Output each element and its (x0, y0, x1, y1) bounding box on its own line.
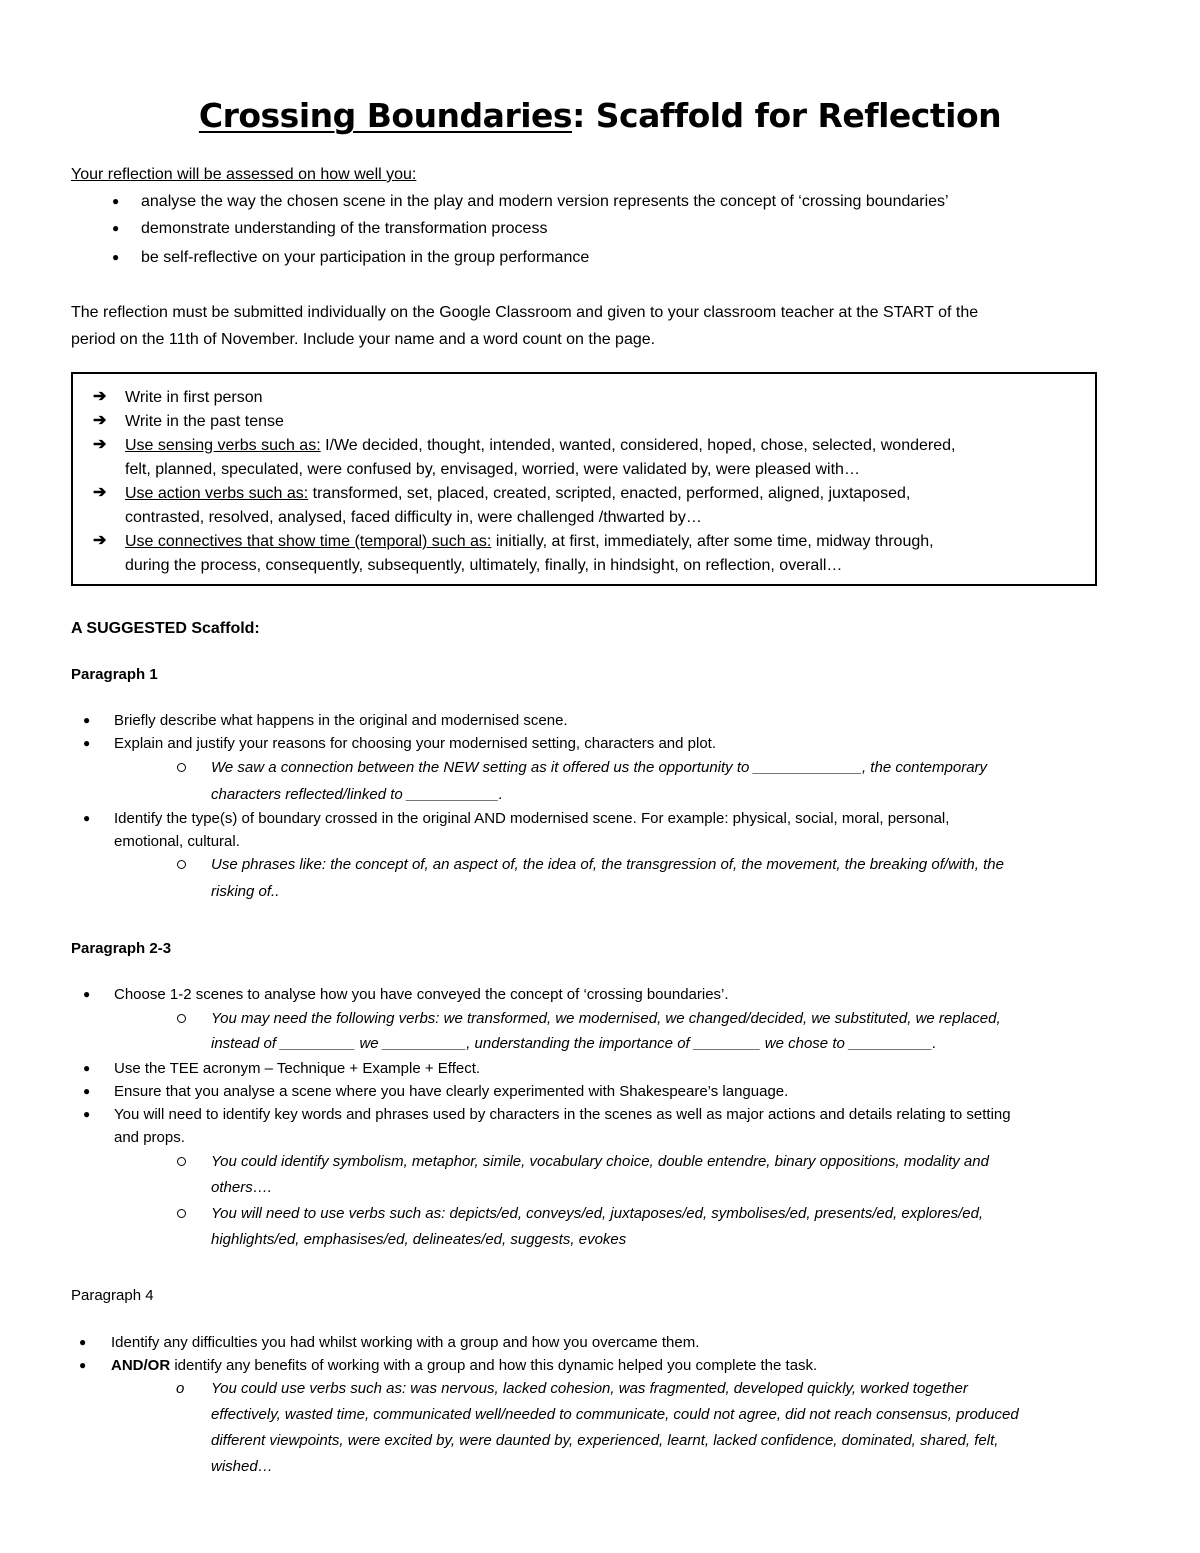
tip-line: during the process, consequently, subsequently, ultimately, finally, in hindsight, on reflection, overall… (125, 557, 843, 574)
bullet-icon: ● (83, 736, 91, 750)
sub-item: risking of.. (211, 883, 280, 900)
tip-line: Write in first person (125, 389, 263, 406)
sub-item: different viewpoints, were excited by, were daunted by, experienced, learnt, lacked confidence, dominated, shared, felt, (211, 1432, 999, 1449)
list-item: Identify any difficulties you had whilst working with a group and how you overcame them. (111, 1334, 700, 1351)
bullet-icon: ● (112, 221, 120, 235)
sub-item: You could use verbs such as: was nervous, lacked cohesion, was fragmented, developed quickly, worked together (211, 1380, 968, 1397)
bullet-icon: ● (83, 713, 91, 727)
sub-item: You may need the following verbs: we transformed, we modernised, we changed/decided, we substituted, we replaced, (211, 1010, 1001, 1027)
tip-line: Use connectives that show time (temporal) such as: initially, at first, immediately, after some time, midway through, (125, 533, 934, 550)
sub-item: You could identify symbolism, metaphor, simile, vocabulary choice, double entendre, binary oppositions, modality and (211, 1153, 989, 1170)
paragraph-heading: Paragraph 1 (71, 666, 158, 683)
list-item: emotional, cultural. (114, 833, 240, 850)
list-item: Briefly describe what happens in the original and modernised scene. (114, 712, 568, 729)
and-or-label: AND/OR (111, 1357, 171, 1374)
assessment-item: analyse the way the chosen scene in the play and modern version represents the concept of ‘crossing boundaries’ (141, 193, 949, 210)
bullet-icon: ● (83, 987, 91, 1001)
title-underlined: Crossing Boundaries (198, 96, 573, 135)
sub-bullet-marker: o (176, 1380, 185, 1397)
list-item: Choose 1-2 scenes to analyse how you have conveyed the concept of ‘crossing boundaries’. (114, 986, 729, 1003)
tip-label: Use action verbs such as: (125, 485, 309, 502)
circle-bullet-icon (177, 763, 186, 772)
paragraph-heading: Paragraph 2-3 (71, 940, 172, 957)
circle-bullet-icon (177, 860, 186, 869)
list-item: Explain and justify your reasons for choosing your modernised setting, characters and plot. (114, 735, 716, 752)
paragraph-heading: Paragraph 4 (71, 1287, 154, 1304)
bullet-icon: ● (79, 1335, 87, 1349)
bullet-icon: ● (83, 811, 91, 825)
sub-item: others…. (211, 1179, 272, 1196)
list-item: AND/OR identify any benefits of working with a group and how this dynamic helped you complete the task. (111, 1357, 818, 1374)
list-item: Identify the type(s) of boundary crossed in the original AND modernised scene. For example: physical, social, moral, personal, (114, 810, 950, 827)
submission-line: period on the 11th of November. Include your name and a word count on the page. (71, 331, 656, 348)
assessment-item: be self-reflective on your participation in the group performance (141, 249, 590, 266)
bullet-icon: ● (83, 1107, 91, 1121)
sub-item: instead of _________ we __________, understanding the importance of ________ we chose to __________. (211, 1035, 937, 1052)
list-item: Ensure that you analyse a scene where you have clearly experimented with Shakespeare’s language. (114, 1083, 789, 1100)
sub-item: highlights/ed, emphasises/ed, delineates/ed, suggests, evokes (211, 1231, 627, 1248)
assessment-heading: Your reflection will be assessed on how well you: (71, 166, 417, 183)
tip-line: Use action verbs such as: transformed, set, placed, created, scripted, enacted, performed, aligned, juxtaposed, (125, 485, 911, 502)
tip-line: Write in the past tense (125, 413, 284, 430)
bullet-icon: ● (79, 1358, 87, 1372)
sub-item: effectively, wasted time, communicated well/needed to communicate, could not agree, did not reach consensus, produced (211, 1406, 1019, 1423)
list-item: You will need to identify key words and phrases used by characters in the scenes as well as major actions and details relating to setting (114, 1106, 1011, 1123)
bullet-icon: ● (83, 1084, 91, 1098)
bullet-icon: ● (112, 194, 120, 208)
list-item: Use the TEE acronym – Technique + Example + Effect. (114, 1060, 481, 1077)
title-rest: Scaffold for Reflection (584, 96, 1002, 135)
bullet-icon: ● (83, 1061, 91, 1075)
list-item: and props. (114, 1129, 185, 1146)
tip-line: felt, planned, speculated, were confused by, envisaged, worried, were validated by, were pleased with… (125, 461, 860, 478)
circle-bullet-icon (177, 1157, 186, 1166)
circle-bullet-icon (177, 1014, 186, 1023)
sub-item: We saw a connection between the NEW setting as it offered us the opportunity to _____________, the contemporary (211, 759, 988, 776)
scaffold-heading: A SUGGESTED Scaffold: (71, 620, 260, 637)
sub-item: Use phrases like: the concept of, an aspect of, the idea of, the transgression of, the movement, the breaking of/with, the (211, 856, 1004, 873)
arrow-icon: ➔ (93, 484, 107, 501)
sub-item: characters reflected/linked to ___________. (211, 786, 503, 803)
title-colon: : (572, 96, 585, 135)
tip-label: Use connectives that show time (temporal) such as: (125, 533, 492, 550)
circle-bullet-icon (177, 1209, 186, 1218)
arrow-icon: ➔ (93, 532, 107, 549)
sub-item: wished… (211, 1458, 273, 1475)
tip-line: contrasted, resolved, analysed, faced difficulty in, were challenged /thwarted by… (125, 509, 702, 526)
tip-line: Use sensing verbs such as: I/We decided, thought, intended, wanted, considered, hoped, chose, selected, wondered, (125, 437, 956, 454)
tip-label: Use sensing verbs such as: (125, 437, 321, 454)
sub-item: You will need to use verbs such as: depicts/ed, conveys/ed, juxtaposes/ed, symbolises/ed, presents/ed, explores/ed, (211, 1205, 984, 1222)
arrow-icon: ➔ (93, 436, 107, 453)
submission-line: The reflection must be submitted individually on the Google Classroom and given to your classroom teacher at the START of the (71, 304, 979, 321)
bullet-icon: ● (112, 250, 120, 264)
arrow-icon: ➔ (93, 388, 107, 405)
arrow-icon: ➔ (93, 412, 107, 429)
assessment-item: demonstrate understanding of the transformation process (141, 220, 548, 237)
page-title (0, 96, 1200, 135)
